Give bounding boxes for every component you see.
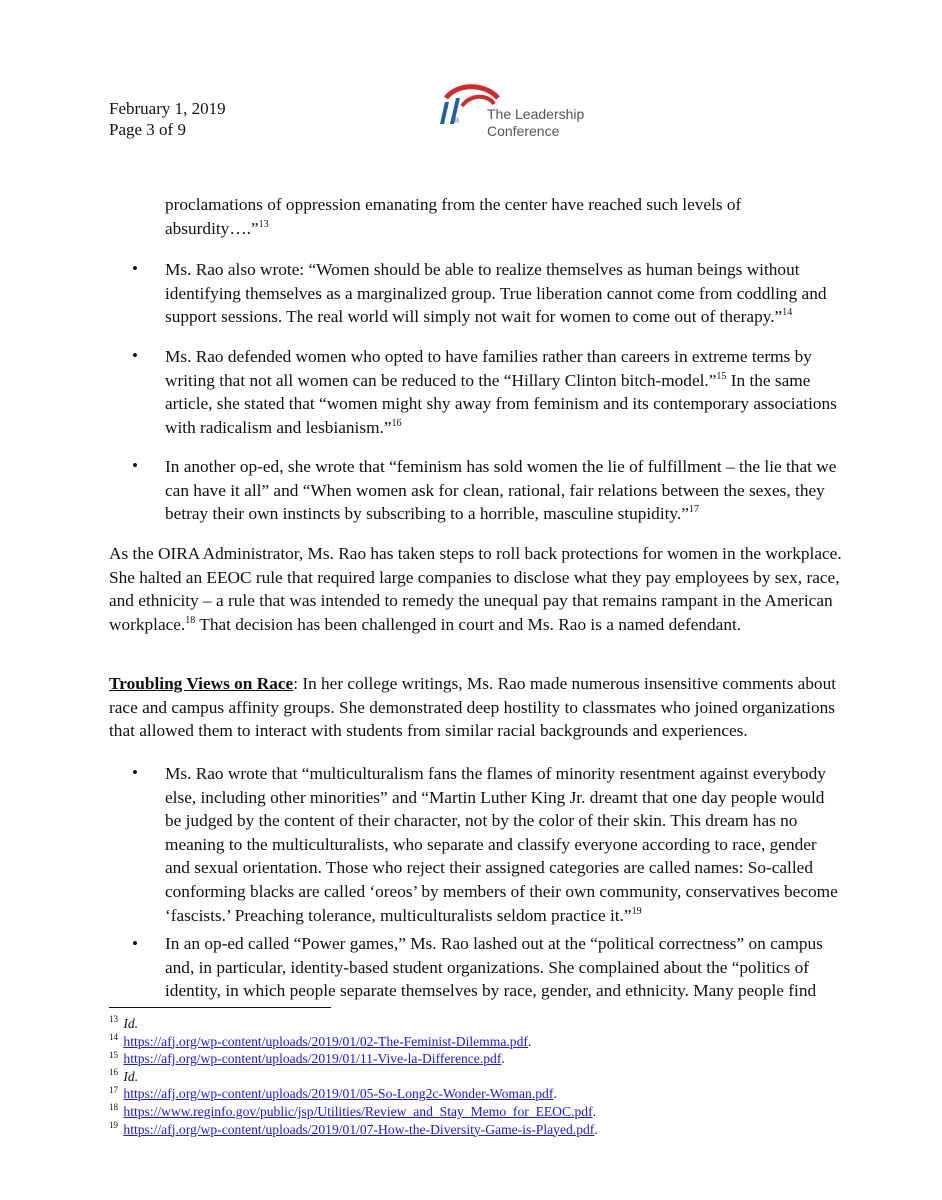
footnote-link[interactable]: https://www.reginfo.gov/public/jsp/Utilities/Review_and_Stay_Memo_for_EEOC.pdf (123, 1103, 593, 1119)
footnote-14: $^{14}$ https://afj.org/wp-content/uploads/2019/01/02-The-Feminist-Dilemma.pdf. (109, 1032, 532, 1049)
bullet-icon: • (132, 259, 138, 278)
footnote-ref: 17 (688, 504, 699, 516)
bullet-icon: • (132, 934, 138, 953)
bullet-icon: • (132, 346, 138, 365)
footnote-divider (109, 1007, 331, 1008)
footnote-link[interactable]: https://afj.org/wp-content/uploads/2019/01/07-How-the-Diversity-Game-is-Played.pdf (123, 1121, 595, 1137)
footnote-link[interactable]: https://afj.org/wp-content/uploads/2019/01/05-So-Long2c-Wonder-Woman.pdf (123, 1086, 554, 1102)
list-item: Ms. Rao also wrote: “Women should be able to realize themselves as human beings without identifying themselves as a marginalized group. True liberation cannot come from coddling and support sessions. The real world will simply not wait for women to come out of therapy.”$^{14}$ (165, 260, 827, 327)
footnote-18: $^{18}$ https://www.reginfo.gov/public/jsp/Utilities/Review_and_Stay_Memo_for_EEOC.pdf. (109, 1102, 596, 1119)
header-date: February 1, 2019 (109, 99, 226, 118)
logo-line-1: The Leadership (487, 106, 585, 122)
logo-text (487, 106, 584, 140)
paragraph-race: Troubling Views on Race: In her college writings, Ms. Rao made numerous insensitive comments about race and campus affinity groups. She demonstrated deep hostility to classmates who joined organizations that allowed them to interact with students from similar racial backgrounds and experiences. (109, 674, 837, 741)
footnote-link[interactable]: https://afj.org/wp-content/uploads/2019/01/02-The-Feminist-Dilemma.pdf (123, 1033, 528, 1049)
footnote-ref: 16 (391, 418, 402, 430)
paragraph-oira: As the OIRA Administrator, Ms. Rao has taken steps to roll back protections for women in the workplace. She halted an EEOC rule that required large companies to disclose what they pay employees by sex, race, and ethnicity – a rule that was intended to remedy the unequal pay that remains rampant in the American workplace.$^{18}$ That decision has been challenged in court and Ms. Rao is a named defendant. (109, 544, 842, 634)
list-item: In an op-ed called “Power games,” Ms. Rao lashed out at the “political correctness” on campus and, in particular, identity-based student organizations. She complained about the “politics of identity, in which people separate themselves by race, gender, and ethnicity. Many people find (165, 934, 823, 1001)
leadership-conference-logo (436, 84, 596, 140)
footnote-15: $^{15}$ https://afj.org/wp-content/uploads/2019/01/11-Vive-la-Difference.pdf. (109, 1049, 505, 1067)
footnote-ref: 19 (631, 905, 642, 917)
footnote-19: $^{19}$ https://afj.org/wp-content/uploads/2019/01/07-How-the-Diversity-Game-is-Played.pdf. (109, 1120, 598, 1137)
bullet-icon: • (132, 763, 138, 782)
list-item: In another op-ed, she wrote that “feminism has sold women the lie of fulfillment – the lie that we can have it all” and “When women ask for clean, rational, fair relations between the sexes, they betray their own instincts by subscribing to a horrible, masculine stupidity.”$^{17}$ (165, 457, 837, 524)
footnote-ref: 14 (782, 307, 793, 319)
list-item: Ms. Rao defended women who opted to have families rather than careers in extreme terms by writing that not all women can be reduced to the “Hillary Clinton bitch-model.”$^{15}$ In the same article, she stated that “women might shy away from feminism and its contemporary associations with radicalism and lesbianism.”$^{16}$ (165, 347, 837, 437)
continued-quote: proclamations of oppression emanating from the center have reached such levels of absurdity….”$^{13}$ (165, 195, 742, 238)
footnote-17: $^{17}$ https://afj.org/wp-content/uploads/2019/01/05-So-Long2c-Wonder-Woman.pdf. (109, 1084, 557, 1102)
logo-registered-mark: ® (454, 118, 460, 125)
footnote-ref: 18 (185, 615, 196, 627)
footnotes (109, 1015, 598, 1138)
section-heading: Troubling Views on Race (109, 674, 294, 693)
footnote-link[interactable]: https://afj.org/wp-content/uploads/2019/01/11-Vive-la-Difference.pdf (123, 1051, 502, 1067)
footnote-ref: 15 (716, 370, 727, 382)
bullet-icon: • (132, 456, 138, 475)
page-header (109, 98, 226, 140)
header-page-number: Page 3 of 9 (109, 120, 186, 139)
logo-line-2: Conference (487, 123, 560, 139)
footnote-13: $^{13}$ Id. (109, 1014, 139, 1031)
list-item: Ms. Rao wrote that “multiculturalism fans the flames of minority resentment against everybody else, including other minorities” and “Martin Luther King Jr. dreamt that one day people would be judged by the content of their character, not by the color of their skin. This dream has no meaning to the multiculturalists, who separate and classify everyone according to race, gender and sexual orientation. Those who reject their assigned categories are called names: So-called conforming blacks are called ‘oreos’ by members of their own community, conservatives become ‘fascists.’ Preaching tolerance, multiculturalists seldom practice it.”$^{19}$ (165, 764, 838, 925)
footnote-16: $^{16}$ Id. (109, 1067, 139, 1084)
footnote-ref: 13 (258, 218, 269, 230)
